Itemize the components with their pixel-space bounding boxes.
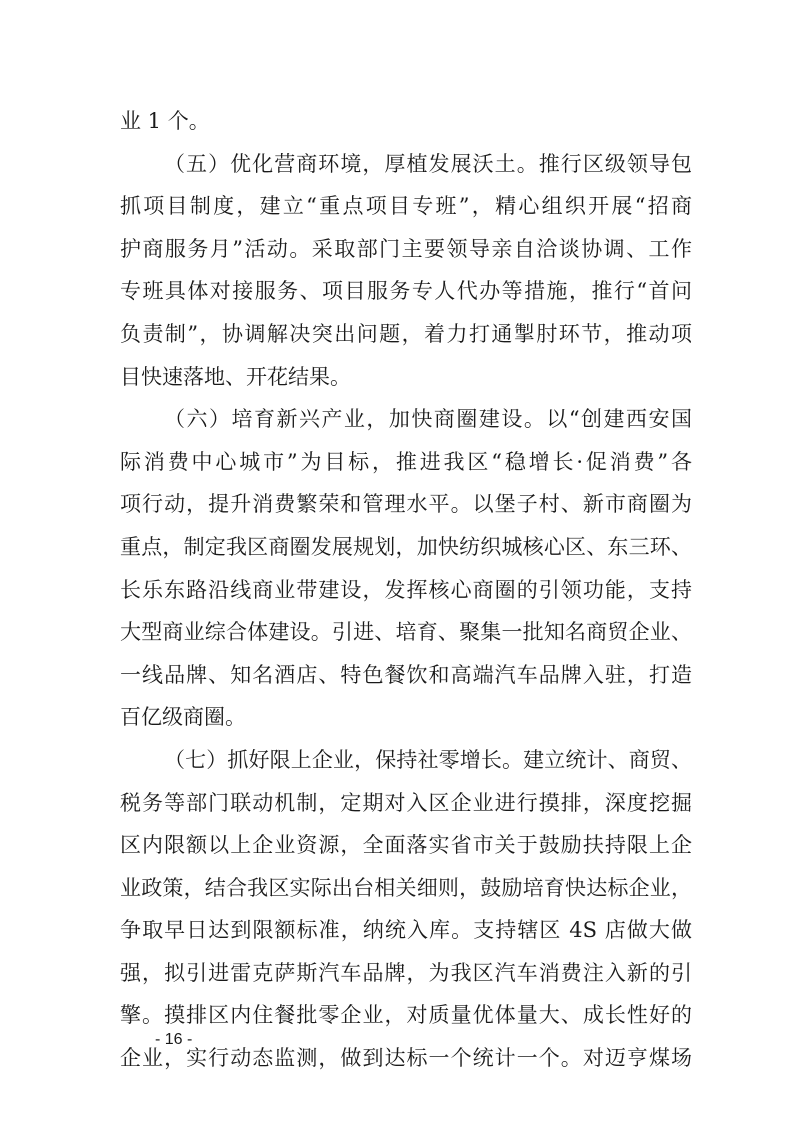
text-line: 税务等部门联动机制，定期对入区企业进行摸排，深度挖掘: [120, 790, 692, 815]
text-line: 业 1 个。: [120, 109, 210, 133]
text-line: 长乐东路沿线商业带建设，发挥核心商圈的引领功能，支持: [120, 577, 692, 602]
text-line: 争取早日达到限额标准，纳统入库。支持辖区 4S 店做大做: [120, 918, 692, 943]
text-line: 负责制”，协调解决突出问题，着力打通掣肘环节，推动项: [120, 321, 692, 346]
text-line: 区内限额以上企业资源，全面落实省市关于鼓励扶持限上企: [120, 833, 692, 858]
text-line: 百亿级商圈。: [120, 705, 246, 730]
text-line: 专班具体对接服务、项目服务专人代办等措施，推行“首问: [120, 279, 692, 304]
paragraph-heading-5: （五）优化营商环境，厚植发展沃土。推行区级领导包: [164, 151, 692, 176]
text-line: 护商服务月”活动。采取部门主要领导亲自洽谈协调、工作: [120, 236, 692, 261]
document-body: [120, 100, 692, 1080]
text-line: 大型商业综合体建设。引进、培育、聚集一批知名商贸企业、: [120, 620, 692, 645]
text-line: 重点，制定我区商圈发展规划，加快纺织城核心区、东三环、: [120, 534, 692, 559]
text-line: 目快速落地、开花结果。: [120, 364, 351, 389]
paragraph-heading-7: （七）抓好限上企业，保持社零增长。建立统计、商贸、: [164, 747, 692, 772]
text-line: 项行动，提升消费繁荣和管理水平。以堡子村、新市商圈为: [120, 492, 692, 517]
text-line: 抓项目制度，建立“重点项目专班”，精心组织开展“招商: [120, 194, 692, 219]
page-number: - 16 -: [155, 1031, 193, 1048]
text-line: 擎。摸排区内住餐批零企业，对质量优体量大、成长性好的: [120, 1003, 692, 1028]
paragraph-heading-6: （六）培育新兴产业，加快商圈建设。以“创建西安国: [164, 407, 692, 432]
text-line: 一线品牌、知名酒店、特色餐饮和高端汽车品牌入驻，打造: [120, 662, 692, 687]
text-line: 企业，实行动态监测，做到达标一个统计一个。对迈亨煤场: [120, 1046, 692, 1071]
text-line: 强，拟引进雷克萨斯汽车品牌，为我区汽车消费注入新的引: [120, 960, 692, 985]
text-line: 际消费中心城市”为目标，推进我区“稳增长·促消费”各: [120, 449, 692, 474]
text-line: 业政策，结合我区实际出台相关细则，鼓励培育快达标企业，: [120, 875, 692, 900]
